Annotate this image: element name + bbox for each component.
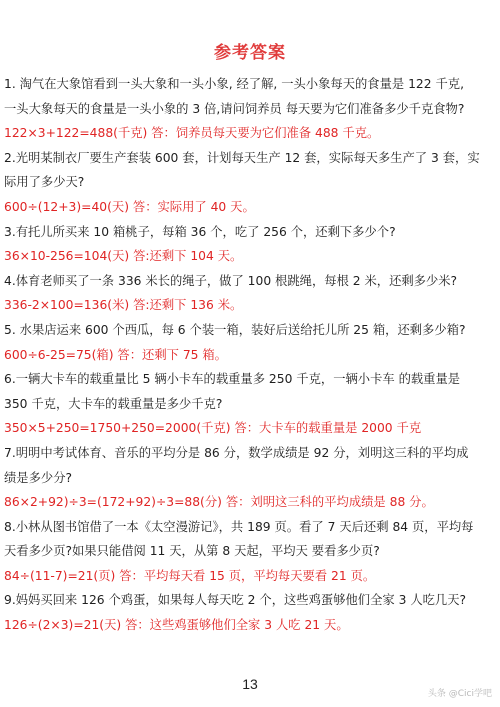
- question-line: 2.光明某制衣厂要生产套装 600 套，计划每天生产 12 套，实际每天多生产了 3 套，实: [4, 150, 480, 165]
- problem-5: [4, 318, 498, 367]
- question-line: 6.一辆大卡车的载重量比 5 辆小卡车的载重量多 250 千克，一辆小卡车 的载重量是: [4, 372, 461, 387]
- answer-line: 600÷(12+3)=40(天) 答：实际用了 40 天。: [4, 199, 255, 214]
- question-line: 天看多少页?如果只能借阅 11 天，从第 8 天起，平均天 要看多少页?: [4, 544, 380, 559]
- answer-line: 336-2×100=136(米) 答:还剩下 136 米。: [4, 298, 243, 313]
- question-line: 5. 水果店运来 600 个西瓜，每 6 个装一箱，装好后送给托儿所 25 箱，还剩多少箱?: [4, 322, 466, 337]
- answer-line: 350×5+250=1750+250=2000(千克) 答：大卡车的载重量是 2000 千克: [4, 421, 422, 436]
- problem-8: [4, 515, 498, 589]
- question-line: 3.有托儿所买来 10 箱桃子，每箱 36 个，吃了 256 个，还剩下多少个?: [4, 224, 396, 239]
- problem-4: [4, 269, 498, 318]
- problem-9: [4, 588, 498, 637]
- problem-1: [4, 72, 498, 146]
- question-line: 350 千克，大卡车的载重量是多少千克?: [4, 396, 223, 411]
- answer-line: 36×10-256=104(天) 答:还剩下 104 天。: [4, 249, 243, 264]
- page-number: 13: [242, 676, 258, 692]
- question-line: 际用了多少天?: [4, 175, 85, 190]
- problem-7: [4, 441, 498, 515]
- page-title: 参考答案: [214, 43, 286, 63]
- problem-3: [4, 220, 498, 269]
- answer-line: 600÷6-25=75(箱) 答：还剩下 75 箱。: [4, 347, 227, 362]
- question-line: 绩是多少分?: [4, 470, 73, 485]
- watermark: 头条 @Cici学吧: [427, 689, 492, 699]
- question-line: 一头大象每天的食量是一头小象的 3 倍,请问饲养员 每天要为它们准备多少千克食物?: [4, 101, 465, 116]
- answer-list: [4, 72, 498, 638]
- question-line: 1. 淘气在大象馆看到一头大象和一头小象, 经了解, 一头小象每天的食量是 122 千克,: [4, 77, 464, 91]
- question-line: 7.明明中考试体育、音乐的平均分是 86 分，数学成绩是 92 分，刘明这三科的平均成: [4, 445, 469, 460]
- question-line: 9.妈妈买回来 126 个鸡蛋，如果每人每天吃 2 个，这些鸡蛋够他们全家 3 人吃几天?: [4, 593, 467, 608]
- question-line: 8.小林从图书馆借了一本《太空漫游记》，共 189 页。看了 7 天后还剩 84 页，平均每: [4, 519, 474, 534]
- problem-6: [4, 367, 498, 441]
- answer-line: 122×3+122=488(千克) 答：饲养员每天要为它们准备 488 千克。: [4, 126, 380, 141]
- answer-line: 126÷(2×3)=21(天) 答：这些鸡蛋够他们全家 3 人吃 21 天。: [4, 618, 349, 633]
- answer-line: 84÷(11-7)=21(页) 答：平均每天看 15 页，平均每天要看 21 页。: [4, 568, 376, 583]
- answer-line: 86×2+92)÷3=(172+92)÷3=88(分) 答：刘明这三科的平均成绩是 88 分。: [4, 495, 434, 510]
- question-line: 4.体育老师买了一条 336 米长的绳子，做了 100 根跳绳，每根 2 米，还剩多少米?: [4, 273, 458, 288]
- problem-2: [4, 146, 498, 220]
